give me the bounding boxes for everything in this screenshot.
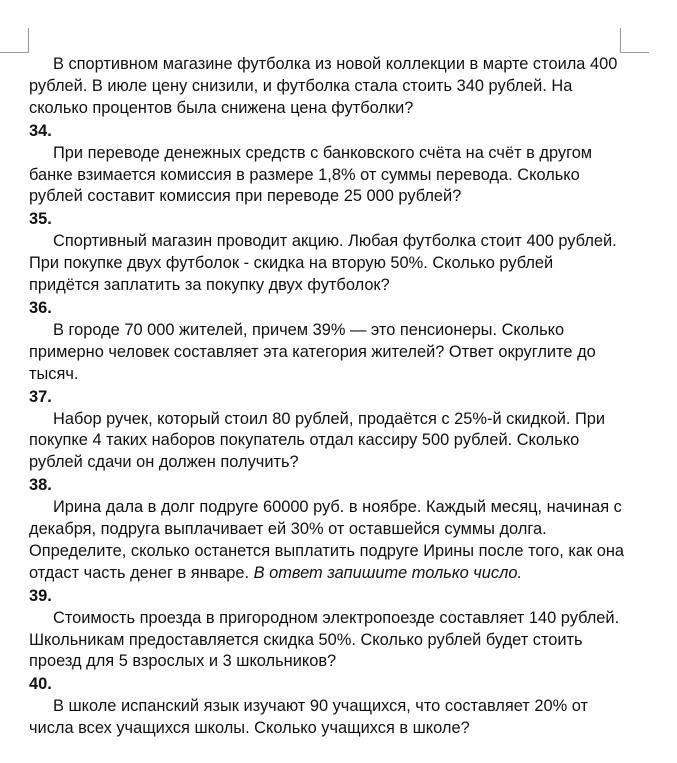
problem-36-text: В городе 70 000 жителей, причем 39% — это пенсионеры. Сколько примерно человек составляет эта категория жителей? Ответ округлите до тысяч. (29, 320, 596, 383)
problem-39-text: Стоимость проезда в пригородном электропоезде составляет 140 рублей. Школьникам предоставляется скидка 50%. Сколько рублей будет стоить проезд для 5 взрослых и 3 школьников? (29, 608, 620, 671)
problem-number: 37. (29, 387, 52, 406)
problem-number: 35. (29, 210, 52, 229)
document-body (29, 54, 627, 741)
problem-38-answer-note: В ответ запишите только число. (253, 563, 522, 582)
problem-38-paragraph (29, 497, 627, 585)
page-corner-mark-right (620, 28, 649, 53)
problem-number: 34. (29, 121, 52, 140)
problem-33-text: В спортивном магазине футболка из новой коллекции в марте стоила 400 рублей. В июле цену снизили, и футболка стала стоить 340 рублей. На сколько процентов была снижена цена футболки? (29, 55, 618, 117)
page-corner-mark-left (0, 28, 29, 53)
problem-number: 39. (29, 586, 52, 605)
problem-number: 40. (29, 675, 52, 694)
problem-35-text: Спортивный магазин проводит акцию. Любая футболка стоит 400 рублей. При покупке двух футболок - скидка на вторую 50%. Сколько рублей придётся заплатить за покупку двух футболок? (29, 232, 617, 295)
problem-37-text: Набор ручек, который стоил 80 рублей, продаётся с 25%-й скидкой. При покупке 4 таких наборов покупатель отдал кассиру 500 рублей. Сколько рублей сдачи он должен получить? (29, 409, 606, 472)
problem-number: 38. (29, 476, 52, 495)
problem-40-text: В школе испанский язык изучают 90 учащихся, что составляет 20% от числа всех учащихся школы. Сколько учащихся в школе? (29, 697, 588, 738)
problem-number: 36. (29, 298, 52, 317)
problem-38-text: Ирина дала в долг подруге 60000 руб. в ноябре. Каждый месяц, начиная с декабря, подруга выплачивает ей 30% от оставшейся суммы долга. Определите, сколько останется выплатить подруге Ирины после того, как она отдаст часть денег в январе. (29, 498, 624, 582)
problem-34-text: При переводе денежных средств с банковского счёта на счёт в другом банке взимается комиссия в размере 1,8% от суммы перевода. Сколько рублей составит комиссия при переводе 25 000 рублей? (29, 143, 593, 206)
